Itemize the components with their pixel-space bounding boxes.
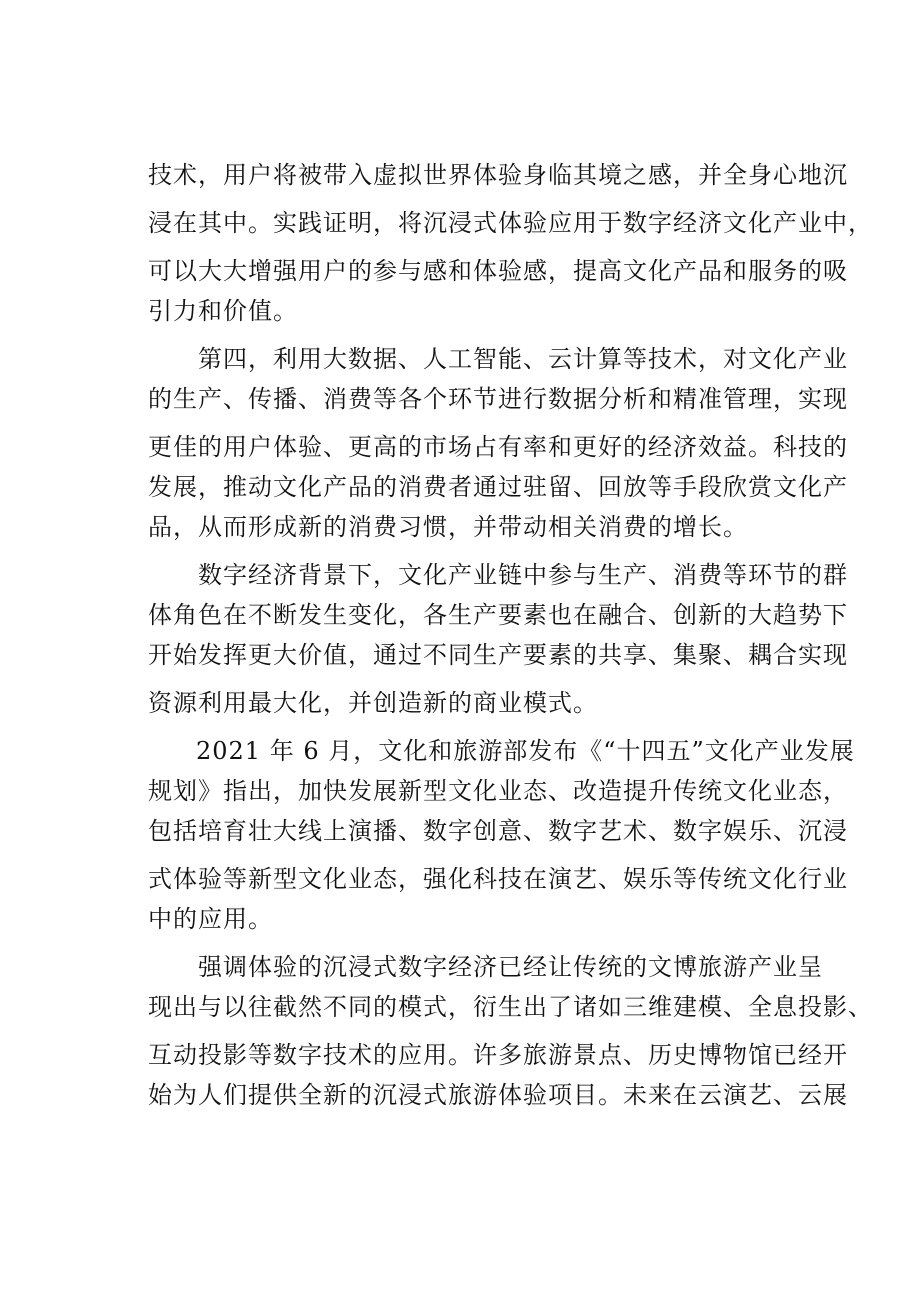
- text-line: 式体验等新型文化业态，强化科技在演艺、娱乐等传统文化行业: [148, 865, 848, 893]
- text-line: 发展，推动文化产品的消费者通过驻留、回放等手段欣赏文化产: [148, 473, 848, 501]
- text-line: 规划》指出，加快发展新型文化业态、改造提升传统文化业态，: [148, 777, 848, 805]
- paragraph-first-line: 数字经济背景下，文化产业链中参与生产、消费等环节的群: [198, 561, 848, 589]
- text-line: 更佳的用户体验、更高的市场占有率和更好的经济效益。科技的: [148, 433, 848, 461]
- paragraph-first-line: 2021 年 6 月，文化和旅游部发布《“十四五”文化产业发展: [196, 737, 855, 765]
- text-line: 互动投影等数字技术的应用。许多旅游景点、历史博物馆已经开: [148, 1041, 848, 1069]
- text-line: 包括培育壮大线上演播、数字创意、数字艺术、数字娱乐、沉浸: [148, 817, 848, 845]
- text-line: 的生产、传播、消费等各个环节进行数据分析和精准管理，实现: [148, 385, 848, 413]
- text-line: 现出与以往截然不同的模式，衍生出了诸如三维建模、全息投影、: [148, 993, 873, 1021]
- text-line: 品，从而形成新的消费习惯，并带动相关消费的增长。: [148, 513, 748, 541]
- text-line: 开始发挥更大价值，通过不同生产要素的共享、集聚、耦合实现: [148, 641, 848, 669]
- paragraph-first-line: 第四，利用大数据、人工智能、云计算等技术，对文化产业: [198, 345, 848, 373]
- text-line: 浸在其中。实践证明，将沉浸式体验应用于数字经济文化产业中，: [148, 209, 873, 237]
- paragraph-first-line: 强调体验的沉浸式数字经济已经让传统的文博旅游产业呈: [198, 953, 823, 981]
- text-line: 技术，用户将被带入虚拟世界体验身临其境之感，并全身心地沉: [148, 161, 848, 189]
- text-line: 始为人们提供全新的沉浸式旅游体验项目。未来在云演艺、云展: [148, 1081, 848, 1109]
- text-line: 引力和价值。: [148, 297, 298, 325]
- text-line: 可以大大增强用户的参与感和体验感，提高文化产品和服务的吸: [148, 257, 848, 285]
- text-line: 体角色在不断发生变化，各生产要素也在融合、创新的大趋势下: [148, 601, 848, 629]
- text-line: 中的应用。: [148, 905, 273, 933]
- text-line: 资源利用最大化，并创造新的商业模式。: [148, 689, 598, 717]
